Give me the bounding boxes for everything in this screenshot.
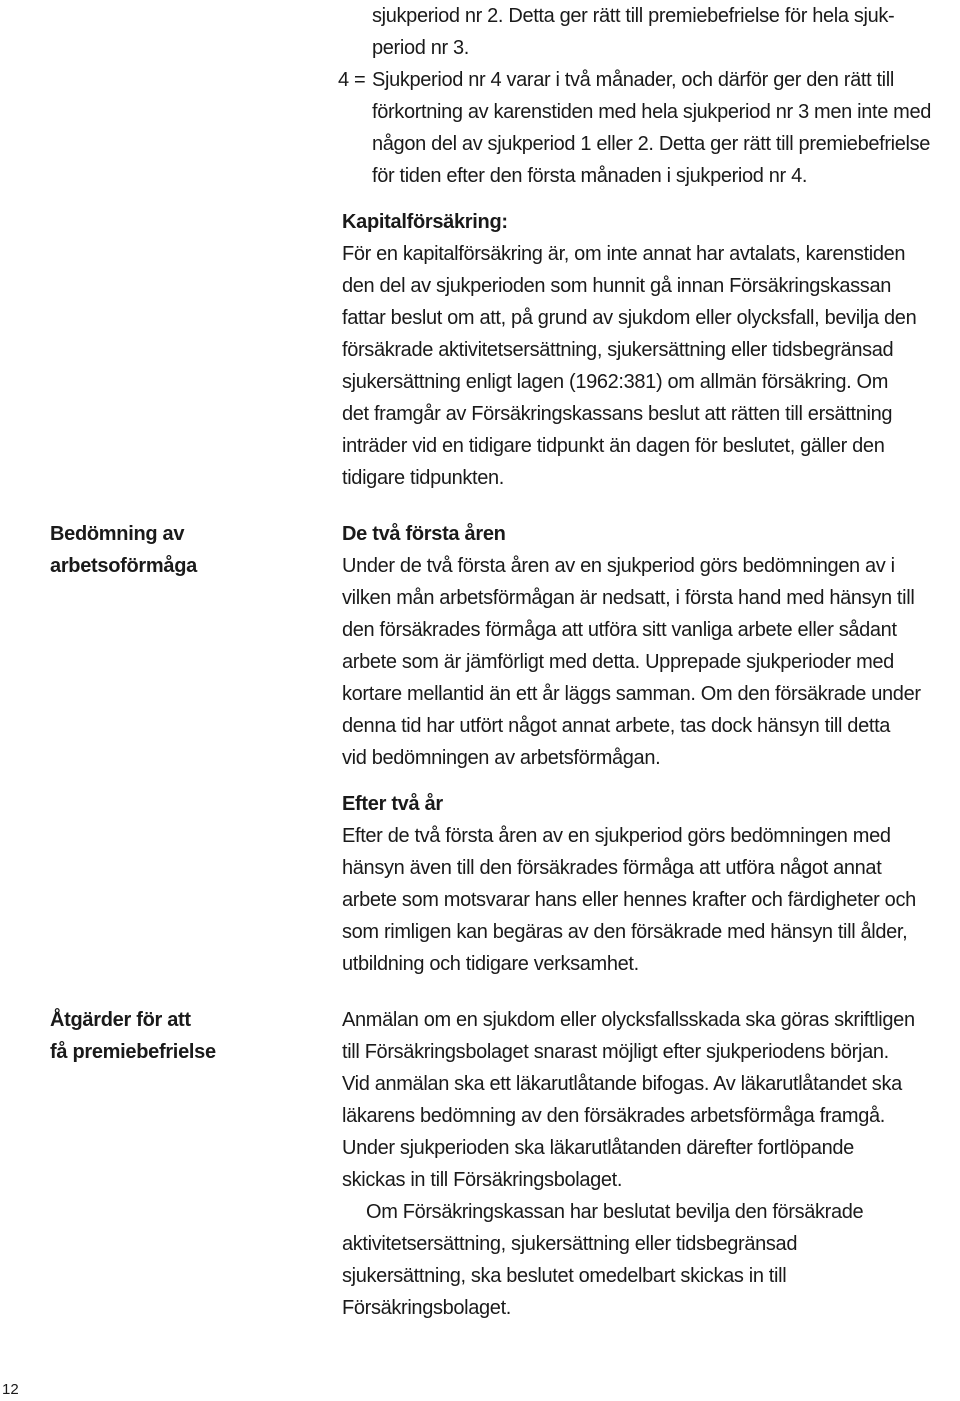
text-line: Vid anmälan ska ett läkarutlåtande bifogas. Av läkarutlåtandet ska <box>342 1073 902 1095</box>
text-line: vid bedömningen av arbetsförmågan. <box>342 747 661 769</box>
text-line: kortare mellantid än ett år läggs samman. Om den försäkrade under <box>342 683 921 705</box>
text-line: period nr 3. <box>372 37 469 59</box>
atgarder-section <box>342 1004 958 1324</box>
list-item-3-tail <box>372 0 958 64</box>
text-line: någon del av sjukperiod 1 eller 2. Detta ger rätt till premiebefrielse <box>372 133 931 155</box>
after-two-years-paragraph <box>342 820 958 980</box>
bedomning-side-heading <box>50 518 310 582</box>
text-line: Sjukperiod nr 4 varar i två månader, och därför ger den rätt till <box>372 69 894 91</box>
side-heading-text <box>50 1004 310 1068</box>
text-line: Bedömning av <box>50 523 185 545</box>
list-item-number: 4 = <box>338 69 366 91</box>
text-line: Anmälan om en sjukdom eller olycksfallsskada ska göras skriftligen <box>342 1009 915 1031</box>
text-line: som rimligen kan begäras av den försäkrade med hänsyn till ålder, <box>342 921 908 943</box>
text-line: få premiebefrielse <box>50 1041 216 1063</box>
text-line: För en kapitalförsäkring är, om inte annat har avtalats, karenstiden <box>342 243 906 265</box>
list-item-4 <box>338 64 958 192</box>
text-line: vilken mån arbetsförmågan är nedsatt, i första hand med hänsyn till <box>342 587 915 609</box>
atgarder-side-heading <box>50 1004 310 1068</box>
text-line: förkortning av karenstiden med hela sjukperiod nr 3 men inte med <box>372 101 932 123</box>
text-line: sjukersättning, ska beslutet omedelbart skickas in till <box>342 1265 787 1287</box>
text-line: arbete som motsvarar hans eller hennes krafter och färdigheter och <box>342 889 916 911</box>
text-line: Försäkringsbolaget. <box>342 1297 511 1319</box>
kapital-section <box>342 206 958 494</box>
text-line: Åtgärder för att <box>50 1009 191 1031</box>
page-number: 12 <box>2 1381 19 1398</box>
kapital-paragraph <box>342 238 958 494</box>
text-line: den del av sjukperioden som hunnit gå innan Försäkringskassan <box>342 275 891 297</box>
text-line: Under sjukperioden ska läkarutlåtanden därefter fortlöpande <box>342 1137 854 1159</box>
text-line: läkarens bedömning av den försäkrades arbetsförmåga framgå. <box>342 1105 885 1127</box>
atgarder-paragraph-2 <box>342 1196 958 1324</box>
list-continuation <box>372 0 958 64</box>
text-line: Under de två första åren av en sjukperiod görs bedömningen av i <box>342 555 895 577</box>
after-two-years-section <box>342 788 958 980</box>
text-line: den försäkrades förmåga att utföra sitt vanliga arbete eller sådant <box>342 619 897 641</box>
text-line: sjukperiod nr 2. Detta ger rätt till premiebefrielse för hela sjuk- <box>372 5 895 27</box>
text-line: fattar beslut om att, på grund av sjukdom eller olycksfall, bevilja den <box>342 307 917 329</box>
text-line: inträder vid en tidigare tidpunkt än dagen för beslutet, gäller den <box>342 435 885 457</box>
text-line: till Försäkringsbolaget snarast möjligt efter sjukperiodens början. <box>342 1041 889 1063</box>
first-two-years-paragraph <box>342 550 958 774</box>
kapital-heading: Kapitalförsäkring: <box>342 211 508 233</box>
atgarder-paragraph-1 <box>342 1004 958 1196</box>
side-heading-text <box>50 518 310 582</box>
text-line: arbete som är jämförligt med detta. Upprepade sjukperioder med <box>342 651 894 673</box>
text-line: aktivitetsersättning, sjukersättning eller tidsbegränsad <box>342 1233 798 1255</box>
text-line: för tiden efter den första månaden i sjukperiod nr 4. <box>372 165 808 187</box>
text-line: hänsyn även till den försäkrades förmåga att utföra något annat <box>342 857 882 879</box>
after-two-years-heading: Efter två år <box>342 793 443 815</box>
first-two-years-heading: De två första åren <box>342 523 506 545</box>
text-line: försäkrade aktivitetsersättning, sjukersättning eller tidsbegränsad <box>342 339 894 361</box>
text-line: arbetsoförmåga <box>50 555 197 577</box>
text-line: sjukersättning enligt lagen (1962:381) om allmän försäkring. Om <box>342 371 889 393</box>
list-item-text <box>372 64 931 192</box>
text-line: denna tid har utfört något annat arbete, tas dock hänsyn till detta <box>342 715 891 737</box>
text-line: tidigare tidpunkten. <box>342 467 505 489</box>
text-line: utbildning och tidigare verksamhet. <box>342 953 639 975</box>
text-line: Om Försäkringskassan har beslutat bevilja den försäkrade <box>366 1201 864 1223</box>
first-two-years-section <box>342 518 958 774</box>
text-line: Efter de två första åren av en sjukperiod görs bedömningen med <box>342 825 891 847</box>
text-line: det framgår av Försäkringskassans beslut att rätten till ersättning <box>342 403 893 425</box>
text-line: skickas in till Försäkringsbolaget. <box>342 1169 623 1191</box>
